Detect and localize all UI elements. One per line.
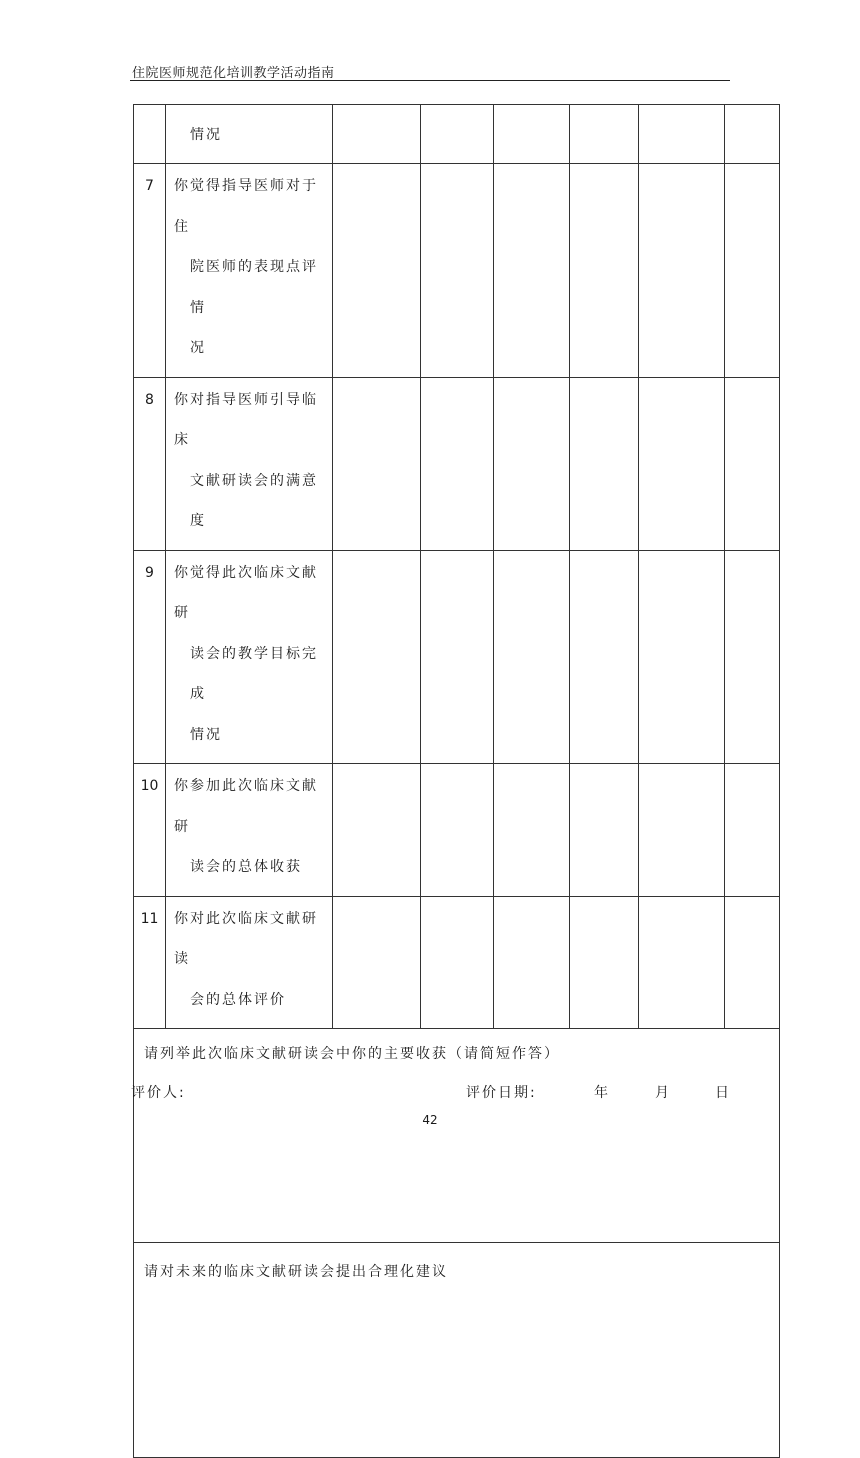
- open-question-row: [134, 1243, 780, 1458]
- rating-cell[interactable]: [333, 896, 421, 1029]
- question-line: 情况: [190, 726, 222, 743]
- day-label: 日: [715, 1085, 729, 1101]
- rating-cell[interactable]: [570, 896, 639, 1029]
- rating-cell[interactable]: [494, 105, 570, 164]
- row-number: 9: [134, 550, 166, 764]
- rating-cell[interactable]: [421, 896, 494, 1029]
- rating-cell[interactable]: [333, 105, 421, 164]
- rating-cell[interactable]: [333, 764, 421, 897]
- table-row: [134, 896, 780, 1029]
- header-rule: [130, 80, 730, 81]
- row-number: 8: [134, 377, 166, 550]
- main-gains-answer-box[interactable]: [134, 1029, 780, 1243]
- rating-cell[interactable]: [570, 550, 639, 764]
- rating-cell[interactable]: [639, 896, 725, 1029]
- rating-cell[interactable]: [421, 550, 494, 764]
- open-question-prompt: 请列举此次临床文献研读会中你的主要收获（请简短作答）: [144, 1046, 560, 1062]
- question-line: 你觉得此次临床文献研: [174, 564, 318, 621]
- open-question-prompt: 请对未来的临床文献研读会提出合理化建议: [144, 1264, 448, 1280]
- rating-cell[interactable]: [494, 164, 570, 378]
- suggestions-answer-box[interactable]: [134, 1243, 780, 1458]
- rating-cell[interactable]: [725, 764, 780, 897]
- rating-cell[interactable]: [725, 164, 780, 378]
- question-cell: [166, 896, 333, 1029]
- question-cell: [166, 764, 333, 897]
- row-number: 7: [134, 164, 166, 378]
- rating-cell[interactable]: [421, 164, 494, 378]
- rating-cell[interactable]: [639, 105, 725, 164]
- evaluation-date-label: 评价日期:: [466, 1085, 537, 1101]
- table-row: [134, 550, 780, 764]
- month-label: 月: [655, 1085, 669, 1101]
- question-line: 你觉得指导医师对于住: [174, 178, 318, 235]
- row-number: [134, 105, 166, 164]
- evaluation-table: [133, 104, 780, 1458]
- rating-cell[interactable]: [333, 164, 421, 378]
- rating-cell[interactable]: [725, 105, 780, 164]
- rating-cell[interactable]: [333, 377, 421, 550]
- rating-cell[interactable]: [494, 896, 570, 1029]
- rating-cell[interactable]: [421, 764, 494, 897]
- page-header-title: 住院医师规范化培训教学活动指南: [132, 66, 335, 81]
- year-label: 年: [594, 1085, 608, 1101]
- question-line: 文献研读会的满意度: [190, 472, 318, 529]
- row-number: 10: [134, 764, 166, 897]
- rating-cell[interactable]: [639, 550, 725, 764]
- page-number: 42: [422, 1113, 438, 1127]
- question-line: 你参加此次临床文献研: [174, 778, 318, 835]
- rating-cell[interactable]: [494, 377, 570, 550]
- evaluator-label: 评价人:: [131, 1085, 186, 1101]
- question-cell: [166, 550, 333, 764]
- rating-cell[interactable]: [494, 764, 570, 897]
- question-line: 你对指导医师引导临床: [174, 391, 318, 448]
- rating-cell[interactable]: [421, 377, 494, 550]
- row-number: 11: [134, 896, 166, 1029]
- table-row: [134, 377, 780, 550]
- rating-cell[interactable]: [725, 896, 780, 1029]
- rating-cell[interactable]: [570, 377, 639, 550]
- rating-cell[interactable]: [570, 764, 639, 897]
- table-row: [134, 164, 780, 378]
- question-line: 情况: [190, 127, 222, 143]
- rating-cell[interactable]: [639, 377, 725, 550]
- rating-cell[interactable]: [639, 764, 725, 897]
- question-line: 院医师的表现点评情: [190, 259, 318, 316]
- rating-cell[interactable]: [421, 105, 494, 164]
- question-cell: [166, 377, 333, 550]
- open-question-row: [134, 1029, 780, 1243]
- rating-cell[interactable]: [494, 550, 570, 764]
- question-line: 况: [190, 340, 206, 356]
- rating-cell[interactable]: [333, 550, 421, 764]
- rating-cell[interactable]: [570, 164, 639, 378]
- question-line: 会的总体评价: [190, 991, 286, 1008]
- question-cell: [166, 164, 333, 378]
- rating-cell[interactable]: [639, 164, 725, 378]
- table-row: [134, 764, 780, 897]
- rating-cell[interactable]: [725, 377, 780, 550]
- question-line: 读会的教学目标完成: [190, 645, 318, 702]
- rating-cell[interactable]: [725, 550, 780, 764]
- question-line: 你对此次临床文献研读: [174, 910, 318, 967]
- rating-cell[interactable]: [570, 105, 639, 164]
- question-line: 读会的总体收获: [190, 859, 302, 875]
